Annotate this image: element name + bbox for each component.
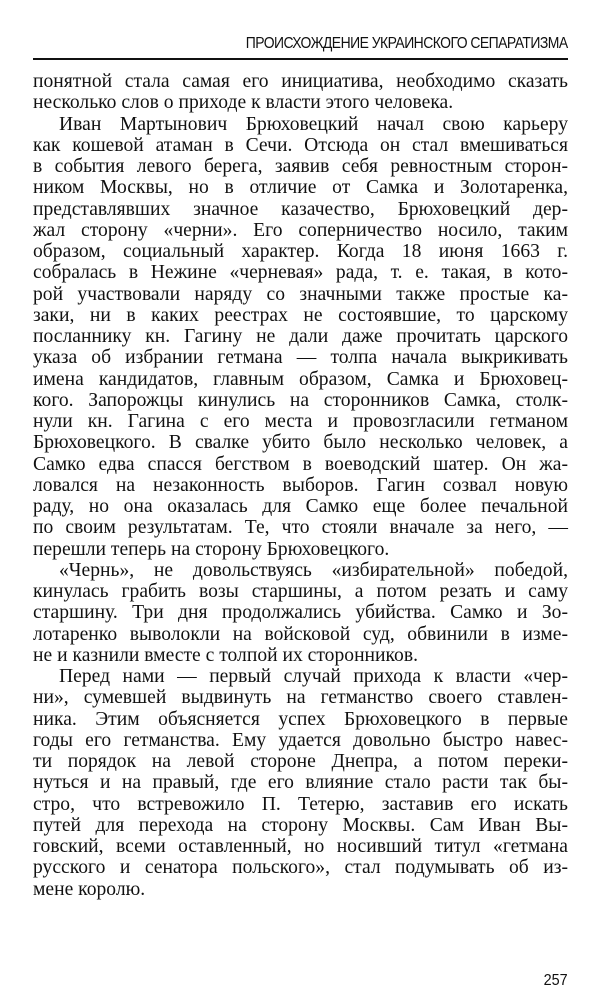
text-line: указа об избрании гетмана — толпа начала выкрикивать [33, 347, 568, 369]
text-line: образом, социальный характер. Когда 18 июня 1663 г. [33, 241, 568, 262]
text-line: имена кандидатов, главным образом, Самка и Брюховец- [33, 368, 568, 390]
text-line: несколько слов о приходе к власти этого человека. [33, 92, 454, 114]
paragraph [33, 666, 568, 900]
text-line: ни», сумевшей выдвинуть на гетманство своего ставлен- [33, 687, 568, 709]
text-line: кинулась грабить возы старшины, а потом резать и саму [33, 581, 568, 602]
text-line: ловался на незаконность выборов. Гагин созвал новую [33, 474, 568, 496]
page-number: 257 [543, 972, 568, 989]
text-line: представлявших значное казачество, Брюховецкий дер- [33, 198, 568, 220]
text-line: стро, что встревожило П. Тетерю, заставив его искать [33, 793, 568, 815]
text-line: в события левого берега, заявив себя ревностным сторон- [33, 156, 568, 177]
text-line: «Чернь», не довольствуясь «избирательной» победой, [59, 559, 568, 581]
text-line: лотаренко выволокли на войсковой суд, обвинили в изме- [33, 623, 568, 645]
text-line: ником Москвы, но в отличие от Самка и Золотаренка, [33, 177, 568, 199]
text-line: раду, но она оказалась для Самко еще более печальной [33, 496, 568, 517]
text-line: Перед нами — первый случай прихода к власти «чер- [59, 666, 568, 687]
text-line: ти порядок на левой стороне Днепра, а потом переки- [33, 751, 568, 772]
text-line: мене королю. [33, 878, 146, 900]
text-line: Иван Мартынович Брюховецкий начал свою карьеру [59, 113, 568, 135]
text-line: русского и сенатора польского», стал подумывать об из- [33, 857, 568, 879]
paragraph [33, 560, 568, 666]
text-line: ника. Этим объясняется успех Брюховецкого в первые [33, 708, 568, 730]
running-title: ПРОИСХОЖДЕНИЕ УКРАИНСКОГО СЕПАРАТИЗМА [246, 35, 568, 52]
text-line: Самко едва спасся бегством в воеводский шатер. Он жа- [33, 453, 568, 475]
text-line: путей для перехода на сторону Москвы. Сам Иван Вы- [33, 814, 568, 836]
text-line: по своим результатам. Те, что стояли вначале за него, — [33, 517, 568, 539]
text-line: перешли теперь на сторону Брюховецкого. [33, 538, 390, 560]
paragraph [33, 71, 568, 114]
text-line: жал сторону «черни». Его соперничество носило, таким [33, 219, 568, 241]
text-line: Брюховецкого. В свалке убито было несколько человек, а [33, 432, 568, 454]
text-line: нуться и на правый, где его влияние стало расти так бы- [33, 772, 568, 794]
text-line: собралась в Нежине «черневая» рада, т. е. такая, в кото- [33, 262, 568, 284]
text-line: кого. Запорожцы кинулись на сторонников Самка, столк- [33, 389, 568, 411]
text-line: старшину. Три дня продолжались убийства. Самко и Зо- [33, 602, 568, 624]
text-line: заки, ни в каких реестрах не состоявшие, то царскому [33, 304, 568, 326]
text-line: посланнику кн. Гагину не дали даже прочитать царского [33, 326, 568, 347]
text-line: годы его гетманства. Ему удается довольно быстро навес- [33, 729, 568, 751]
text-line: рой участвовали наряду со значными также простые ка- [33, 283, 568, 305]
text-line: как кошевой атаман в Сечи. Отсюда он стал вмешиваться [33, 134, 568, 156]
running-header [33, 32, 568, 60]
text-line: не и казнили вместе с толпой их сторонников. [33, 644, 418, 666]
text-line: нули кн. Гагина с его места и провозгласили гетманом [33, 411, 568, 432]
page-body-text [33, 71, 568, 900]
text-line: понятной стала самая его инициатива, необходимо сказать [33, 71, 568, 92]
text-line: говский, всеми оставленный, но носивший титул «гетмана [33, 836, 568, 857]
paragraph [33, 114, 568, 560]
